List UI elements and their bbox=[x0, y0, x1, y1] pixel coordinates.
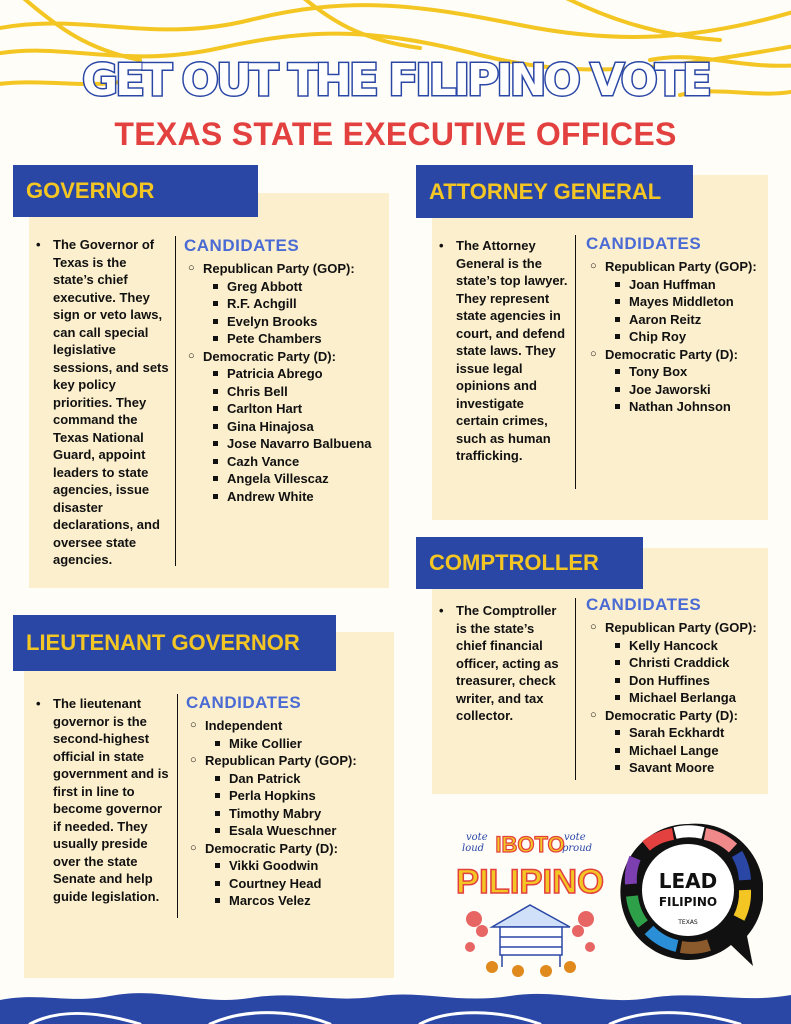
candidate-name: Nathan Johnson bbox=[629, 399, 731, 414]
party-name: Republican Party (GOP): bbox=[203, 261, 355, 276]
lieutenant-governor-divider bbox=[177, 694, 178, 918]
attorney-general-description-text: The Attorney General is the state’s top lawyer. They represent state agencies in court, and defend state laws. They issue legal opinions and investigate certain crimes, such as human trafficking. bbox=[456, 238, 568, 463]
iboto-tag-vote-right: vote bbox=[564, 832, 586, 843]
governor-parties bbox=[184, 260, 384, 505]
square-bullet-icon bbox=[615, 748, 620, 753]
candidate-name: Michael Berlanga bbox=[629, 690, 736, 705]
iboto-tag-loud: loud bbox=[462, 843, 485, 854]
square-bullet-icon bbox=[213, 494, 218, 499]
candidate-item bbox=[186, 857, 391, 875]
governor-divider bbox=[175, 236, 176, 566]
square-bullet-icon bbox=[213, 301, 218, 306]
candidate-name: Mayes Middleton bbox=[629, 294, 734, 309]
candidate-item bbox=[586, 742, 766, 760]
iboto-word: IBOTO bbox=[495, 832, 565, 857]
square-bullet-icon bbox=[615, 334, 620, 339]
candidate-item bbox=[184, 400, 384, 418]
candidate-item bbox=[186, 770, 391, 788]
party-name: Republican Party (GOP): bbox=[605, 259, 757, 274]
party-name: Independent bbox=[205, 718, 283, 733]
bullet-icon: • bbox=[36, 696, 41, 711]
square-bullet-icon bbox=[213, 459, 218, 464]
candidate-name: Joe Jaworski bbox=[629, 381, 711, 397]
party-name: Democratic Party (D): bbox=[605, 346, 738, 362]
lieutenant-governor-parties bbox=[186, 717, 391, 910]
candidate-item bbox=[184, 278, 384, 296]
lieutenant-governor-heading: LIEUTENANT GOVERNOR bbox=[13, 615, 336, 671]
candidate-name: Gina Hinajosa bbox=[227, 418, 314, 434]
square-bullet-icon bbox=[215, 881, 220, 886]
square-bullet-icon bbox=[213, 476, 218, 481]
circle-bullet-icon: ○ bbox=[188, 349, 195, 362]
square-bullet-icon bbox=[615, 404, 620, 409]
iboto-tag-proud: proud bbox=[562, 843, 593, 854]
square-bullet-icon bbox=[615, 299, 620, 304]
party-label bbox=[586, 258, 766, 276]
square-bullet-icon bbox=[615, 695, 620, 700]
attorney-general-divider bbox=[575, 235, 576, 489]
square-bullet-icon bbox=[615, 730, 620, 735]
square-bullet-icon bbox=[215, 741, 220, 746]
texas-word: TEXAS bbox=[678, 919, 698, 926]
page-title: GET OUT THE FILIPINO VOTE bbox=[82, 55, 709, 106]
candidate-name: Marcos Velez bbox=[229, 893, 311, 908]
candidate-name: Joan Huffman bbox=[629, 276, 716, 292]
candidate-name: Cazh Vance bbox=[227, 453, 300, 469]
governor-description bbox=[36, 236, 169, 569]
candidate-name: Savant Moore bbox=[629, 760, 715, 775]
candidate-name: Perla Hopkins bbox=[229, 788, 316, 803]
circle-bullet-icon: ○ bbox=[190, 841, 197, 854]
lieutenant-governor-description bbox=[36, 695, 171, 905]
attorney-general-candidates-heading: CANDIDATES bbox=[586, 234, 702, 253]
bullet-icon: • bbox=[439, 238, 444, 253]
comptroller-candidates bbox=[586, 595, 766, 777]
square-bullet-icon bbox=[215, 863, 220, 868]
candidate-name: Jose Navarro Balbuena bbox=[227, 436, 372, 451]
candidate-name: Esala Wueschner bbox=[229, 823, 337, 838]
candidate-name: Dan Patrick bbox=[229, 770, 301, 786]
pilipino-word: PILIPINO bbox=[456, 863, 604, 901]
lieutenant-governor-candidates bbox=[186, 693, 391, 910]
candidate-item bbox=[586, 381, 766, 399]
party-name: Republican Party (GOP): bbox=[605, 620, 757, 635]
candidate-name: Kelly Hancock bbox=[629, 637, 718, 653]
square-bullet-icon bbox=[215, 898, 220, 903]
square-bullet-icon bbox=[213, 441, 218, 446]
square-bullet-icon bbox=[615, 660, 620, 665]
candidate-name: Vikki Goodwin bbox=[229, 858, 319, 873]
candidate-item bbox=[586, 654, 766, 672]
square-bullet-icon bbox=[615, 765, 620, 770]
lead-filipino-logo bbox=[613, 818, 763, 970]
square-bullet-icon bbox=[213, 284, 218, 289]
circle-bullet-icon: ○ bbox=[190, 719, 197, 731]
candidate-item bbox=[586, 328, 766, 346]
lieutenant-governor-candidates-heading: CANDIDATES bbox=[186, 693, 302, 712]
comptroller-parties bbox=[586, 619, 766, 777]
candidate-name: Andrew White bbox=[227, 488, 314, 504]
party-label bbox=[184, 260, 384, 278]
party-name: Democratic Party (D): bbox=[205, 840, 338, 856]
candidate-name: Timothy Mabry bbox=[229, 805, 322, 821]
candidate-item bbox=[586, 637, 766, 655]
comptroller-divider bbox=[575, 598, 576, 780]
candidate-item bbox=[586, 276, 766, 294]
party-label bbox=[586, 707, 766, 725]
circle-bullet-icon: ○ bbox=[590, 621, 597, 633]
candidate-item bbox=[186, 875, 391, 893]
square-bullet-icon bbox=[213, 319, 218, 324]
candidate-name: Evelyn Brooks bbox=[227, 313, 318, 329]
candidate-item bbox=[586, 672, 766, 690]
filipino-word: FILIPINO bbox=[658, 895, 718, 909]
comptroller-description bbox=[439, 602, 568, 725]
lead-word: LEAD bbox=[658, 869, 718, 893]
square-bullet-icon bbox=[615, 282, 620, 287]
candidate-name: Chip Roy bbox=[629, 329, 687, 344]
party-name: Republican Party (GOP): bbox=[205, 753, 357, 768]
candidate-name: Greg Abbott bbox=[227, 278, 303, 294]
square-bullet-icon bbox=[215, 793, 220, 798]
square-bullet-icon bbox=[213, 336, 218, 341]
attorney-general-heading: ATTORNEY GENERAL bbox=[416, 165, 693, 218]
candidate-item bbox=[586, 293, 766, 311]
candidate-name: Angela Villescaz bbox=[227, 471, 329, 486]
candidate-item bbox=[184, 295, 384, 313]
candidate-item bbox=[186, 805, 391, 823]
attorney-general-candidates bbox=[586, 234, 766, 416]
party-name: Democratic Party (D): bbox=[605, 707, 738, 723]
attorney-general-description bbox=[439, 237, 568, 465]
square-bullet-icon bbox=[615, 317, 620, 322]
candidate-item bbox=[184, 488, 384, 506]
square-bullet-icon bbox=[215, 828, 220, 833]
candidate-item bbox=[586, 724, 766, 742]
candidate-item bbox=[186, 892, 391, 910]
candidate-item bbox=[184, 383, 384, 401]
party-label bbox=[184, 348, 384, 366]
comptroller-heading: COMPTROLLER bbox=[416, 537, 643, 589]
page-subtitle: TEXAS STATE EXECUTIVE OFFICES bbox=[114, 116, 677, 152]
governor-candidates-heading: CANDIDATES bbox=[184, 236, 300, 255]
candidate-item bbox=[184, 365, 384, 383]
governor-description-text: The Governor of Texas is the state’s chief executive. They sign or veto laws, can call special legislative sessions, and sets key policy priorities. They command the Texas National Guard, appoint leaders to state agencies, issue disaster declarations, and oversee state agencies. bbox=[53, 237, 169, 567]
candidate-item bbox=[586, 363, 766, 381]
square-bullet-icon bbox=[615, 678, 620, 683]
square-bullet-icon bbox=[213, 371, 218, 376]
candidate-item bbox=[184, 418, 384, 436]
circle-bullet-icon: ○ bbox=[590, 347, 597, 360]
square-bullet-icon bbox=[615, 369, 620, 374]
circle-bullet-icon: ○ bbox=[590, 260, 597, 272]
candidate-item bbox=[186, 822, 391, 840]
candidate-item bbox=[184, 330, 384, 348]
attorney-general-parties bbox=[586, 258, 766, 416]
candidate-name: Mike Collier bbox=[229, 735, 302, 751]
square-bullet-icon bbox=[215, 811, 220, 816]
bullet-icon: • bbox=[36, 237, 41, 252]
governor-heading: GOVERNOR bbox=[13, 165, 258, 217]
candidate-name: Don Huffines bbox=[629, 672, 710, 688]
candidate-name: Patricia Abrego bbox=[227, 366, 323, 381]
candidate-item bbox=[184, 313, 384, 331]
candidate-item bbox=[184, 470, 384, 488]
candidate-item bbox=[184, 453, 384, 471]
candidate-name: Aaron Reitz bbox=[629, 311, 702, 327]
candidate-name: Michael Lange bbox=[629, 742, 719, 758]
circle-bullet-icon: ○ bbox=[188, 262, 195, 274]
circle-bullet-icon: ○ bbox=[590, 708, 597, 721]
candidate-item bbox=[586, 398, 766, 416]
bullet-icon: • bbox=[439, 603, 444, 618]
square-bullet-icon bbox=[215, 776, 220, 781]
candidate-name: Tony Box bbox=[629, 364, 688, 379]
square-bullet-icon bbox=[213, 406, 218, 411]
square-bullet-icon bbox=[615, 387, 620, 392]
iboto-tag-vote-left: vote bbox=[466, 832, 488, 843]
square-bullet-icon bbox=[615, 643, 620, 648]
party-label bbox=[586, 619, 766, 637]
lieutenant-governor-description-text: The lieutenant governor is the second-highest official in state government and is first in line to become governor if needed. They usually preside over the state Senate and help guide legislation. bbox=[53, 696, 169, 904]
party-label bbox=[186, 752, 391, 770]
governor-candidates bbox=[184, 236, 384, 505]
candidate-name: Carlton Hart bbox=[227, 401, 303, 416]
candidate-item bbox=[184, 435, 384, 453]
iboto-pilipino-logo bbox=[452, 827, 608, 983]
candidate-name: Pete Chambers bbox=[227, 331, 322, 346]
candidate-name: Sarah Eckhardt bbox=[629, 725, 725, 740]
candidate-item bbox=[186, 787, 391, 805]
party-label bbox=[586, 346, 766, 364]
party-label bbox=[186, 717, 391, 735]
party-label bbox=[186, 840, 391, 858]
square-bullet-icon bbox=[213, 424, 218, 429]
party-name: Democratic Party (D): bbox=[203, 348, 336, 364]
candidate-name: R.F. Achgill bbox=[227, 296, 297, 311]
comptroller-description-text: The Comptroller is the state’s chief financial officer, acting as treasurer, check writer, and tax collector. bbox=[456, 603, 559, 723]
candidate-item bbox=[586, 311, 766, 329]
candidate-item bbox=[186, 735, 391, 753]
comptroller-candidates-heading: CANDIDATES bbox=[586, 595, 702, 614]
candidate-item bbox=[586, 759, 766, 777]
square-bullet-icon bbox=[213, 389, 218, 394]
candidate-name: Courtney Head bbox=[229, 875, 322, 891]
candidate-item bbox=[586, 689, 766, 707]
candidate-name: Chris Bell bbox=[227, 383, 288, 399]
circle-bullet-icon: ○ bbox=[190, 754, 197, 766]
candidate-name: Christi Craddick bbox=[629, 655, 730, 670]
